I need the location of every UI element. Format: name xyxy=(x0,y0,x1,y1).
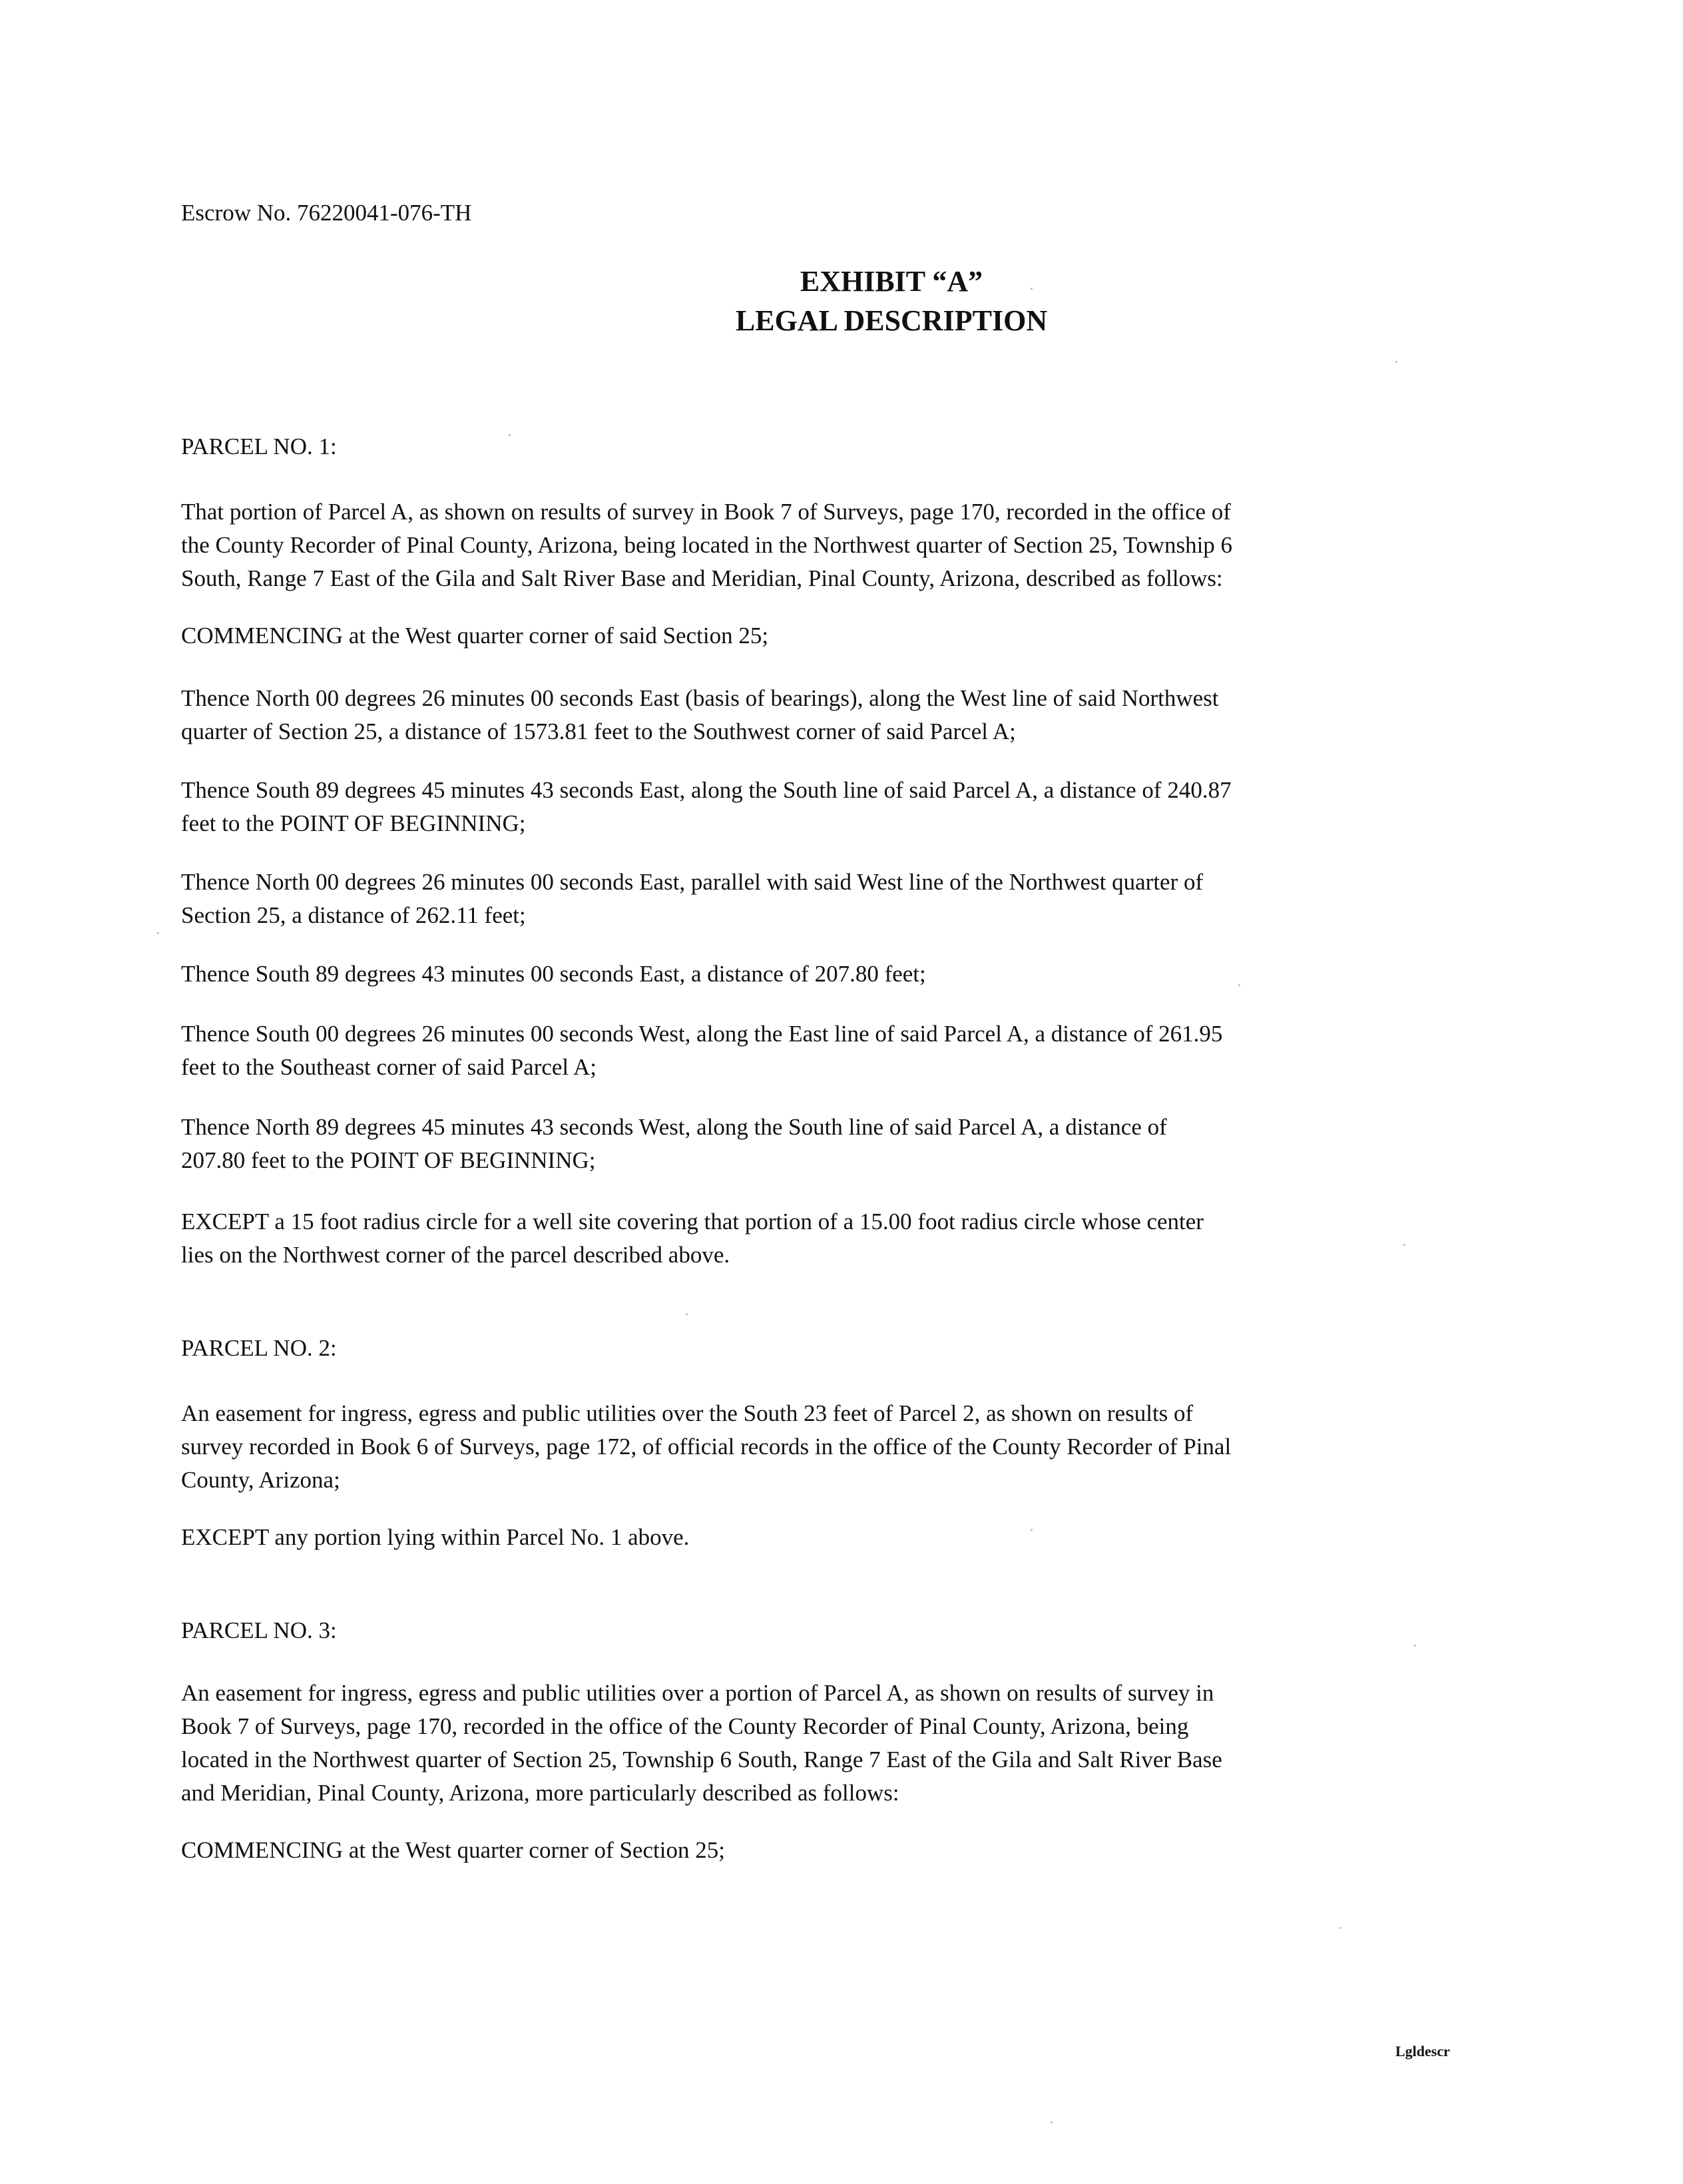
parcel-2-heading: PARCEL NO. 2: xyxy=(181,1335,337,1361)
parcel-1-course-6: Thence North 89 degrees 45 minutes 43 seconds West, along the South line of said Parcel A, a distance of 207.80 feet to the POINT OF BEGINNING; xyxy=(181,1114,1167,1173)
parcel-1-heading: PARCEL NO. 1: xyxy=(181,433,337,459)
scan-speck xyxy=(1339,1927,1341,1929)
parcel-2-exception: EXCEPT any portion lying within Parcel No. 1 above. xyxy=(181,1524,690,1550)
parcel-3-description: An easement for ingress, egress and public utilities over a portion of Parcel A, as shown on results of survey in Book 7 of Surveys, page 170, recorded in the office of the County Recorder of Pinal County, Arizona, being located in the Northwest quarter of Section 25, Township 6 South, Range 7 East of the Gila and Salt River Base and Meridian, Pinal County, Arizona, more particularly described as follows: xyxy=(181,1680,1222,1806)
parcel-1-course-3: Thence North 00 degrees 26 minutes 00 seconds East, parallel with said West line of the Northwest quarter of Section 25, a distance of 262.11 feet; xyxy=(181,869,1204,928)
parcel-1-course-1: Thence North 00 degrees 26 minutes 00 seconds East (basis of bearings), along the West line of said Northwest quarter of Section 25, a distance of 1573.81 feet to the Southwest corner of said Parcel A; xyxy=(181,685,1219,744)
parcel-3-heading: PARCEL NO. 3: xyxy=(181,1617,337,1643)
parcel-3-commencing: COMMENCING at the West quarter corner of Section 25; xyxy=(181,1837,725,1863)
scan-speck xyxy=(1051,2121,1053,2123)
parcel-1-description: That portion of Parcel A, as shown on results of survey in Book 7 of Surveys, page 170, recorded in the office of the County Recorder of Pinal County, Arizona, being located in the Northwest quarter of Section 25, Township 6 South, Range 7 East of the Gila and Salt River Base and Meridian, Pinal County, Arizona, described as follows: xyxy=(181,499,1233,591)
footer-code: Lgldescr xyxy=(1395,2043,1450,2059)
parcel-1-course-5: Thence South 00 degrees 26 minutes 00 seconds West, along the East line of said Parcel A, a distance of 261.95 feet to the Southeast corner of said Parcel A; xyxy=(181,1021,1223,1080)
parcel-1-exception: EXCEPT a 15 foot radius circle for a well site covering that portion of a 15.00 foot radius circle whose center lies on the Northwest corner of the parcel described above. xyxy=(181,1209,1204,1268)
scan-speck xyxy=(686,1313,688,1315)
scan-speck xyxy=(1403,1244,1405,1246)
scan-speck xyxy=(1395,361,1397,363)
scan-speck xyxy=(509,434,511,436)
scan-speck xyxy=(1031,288,1033,290)
parcel-1-course-2: Thence South 89 degrees 45 minutes 43 seconds East, along the South line of said Parcel A, a distance of 240.87 feet to the POINT OF BEGINNING; xyxy=(181,777,1232,836)
scan-speck xyxy=(1031,1529,1033,1531)
parcel-1-commencing: COMMENCING at the West quarter corner of said Section 25; xyxy=(181,623,769,649)
scan-speck xyxy=(157,932,159,934)
legal-description-title: LEGAL DESCRIPTION xyxy=(735,304,1048,337)
scan-speck xyxy=(1238,984,1240,986)
parcel-1-course-4: Thence South 89 degrees 43 minutes 00 seconds East, a distance of 207.80 feet; xyxy=(181,961,926,987)
parcel-2-description: An easement for ingress, egress and public utilities over the South 23 feet of Parcel 2, as shown on results of survey recorded in Book 6 of Surveys, page 172, of official records in the office of the County Recorder of Pinal County, Arizona; xyxy=(181,1400,1232,1493)
escrow-number: Escrow No. 76220041-076-TH xyxy=(181,200,472,226)
exhibit-title: EXHIBIT “A” xyxy=(800,265,983,298)
scan-speck xyxy=(1414,1645,1416,1647)
